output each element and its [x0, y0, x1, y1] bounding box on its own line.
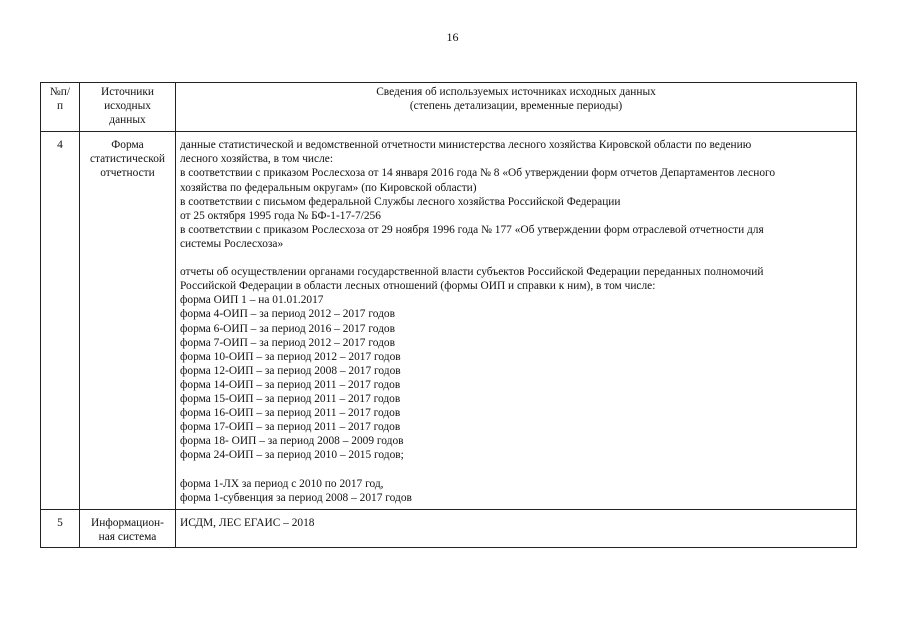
desc-line: форма 14-ОИП – за период 2011 – 2017 годов — [180, 378, 401, 391]
desc-line: системы Рослесхоза» — [180, 237, 284, 250]
table-row — [41, 509, 857, 547]
source-text: ная система — [98, 530, 157, 543]
table-row — [41, 132, 857, 509]
sources-table — [40, 82, 857, 548]
header-text: (степень детализации, временные периоды) — [409, 100, 623, 113]
desc-line: форма 12-ОИП – за период 2008 – 2017 годов — [180, 364, 401, 377]
row-desc-cell — [176, 132, 857, 509]
desc-line: отчеты об осуществлении органами государственной власти субъектов Российской Федерации переданных полномочий — [180, 266, 764, 279]
desc-line: форма 16-ОИП – за период 2011 – 2017 годов — [180, 407, 401, 420]
desc-line: в соответствии с приказом Рослесхоза от 29 ноября 1996 года № 177 «Об утверждении форм отраслевой отчетности для — [180, 223, 764, 236]
desc-line: лесного хозяйства, в том числе: — [180, 153, 333, 166]
row-num-cell: 4 — [41, 132, 80, 509]
desc-line: форма 10-ОИП – за период 2012 – 2017 годов — [180, 350, 401, 363]
header-text: Источники — [100, 86, 155, 98]
desc-line: форма 17-ОИП – за период 2011 – 2017 годов — [180, 421, 401, 434]
desc-line: в соответствии с приказом Рослесхоза от 14 января 2016 года № 8 «Об утверждении форм отчетов Департаментов лесного — [180, 167, 776, 180]
row-num-cell: 5 — [41, 509, 80, 547]
row-source-cell — [80, 132, 176, 509]
header-num-cell — [41, 83, 80, 132]
desc-line: данные статистической и ведомственной отчетности министерства лесного хозяйства Кировской области по ведению — [180, 139, 752, 152]
header-text: исходных — [104, 100, 151, 113]
row-desc-cell — [176, 509, 857, 547]
desc-line: форма ОИП 1 – на 01.01.2017 — [180, 294, 324, 307]
table-header-row — [41, 83, 857, 132]
desc-line: форма 24-ОИП – за период 2010 – 2015 годов; — [180, 449, 404, 462]
header-source-cell — [80, 83, 176, 132]
desc-line: форма 1-ЛХ за период с 2010 по 2017 год, — [180, 477, 384, 490]
header-text: данных — [109, 114, 146, 127]
paragraph-gap — [180, 251, 850, 265]
desc-line: форма 15-ОИП – за период 2011 – 2017 годов — [180, 392, 401, 405]
row-source-cell — [80, 509, 176, 547]
page-number: 16 — [446, 30, 459, 44]
header-text: Сведения об используемых источниках исходных данных — [376, 86, 656, 98]
header-desc-cell — [176, 83, 857, 132]
desc-line: в соответствии с письмом федеральной Службы лесного хозяйства Российской Федерации — [180, 195, 621, 208]
desc-line: форма 7-ОИП – за период 2012 – 2017 годов — [180, 336, 395, 349]
source-text: Форма — [111, 139, 144, 152]
source-text: статистической — [89, 153, 165, 166]
desc-line: форма 4-ОИП – за период 2012 – 2017 годов — [180, 308, 395, 321]
desc-line: ИСДМ, ЛЕС ЕГАИС – 2018 — [180, 516, 315, 529]
desc-line: форма 6-ОИП – за период 2016 – 2017 годов — [180, 322, 395, 335]
header-text: №п/ — [49, 86, 71, 98]
header-text: п — [56, 100, 64, 113]
source-text: Информацион- — [91, 516, 164, 529]
desc-line: Российской Федерации в области лесных отношений (формы ОИП и справки к ним), в том числе: — [180, 280, 656, 293]
desc-line: форма 1-субвенция за период 2008 – 2017 годов — [180, 491, 412, 504]
paragraph-gap — [180, 462, 850, 476]
source-text: отчетности — [100, 167, 155, 180]
desc-line: хозяйства по федеральным округам» (по Кировской области) — [180, 181, 477, 194]
desc-line: от 25 октября 1995 года № БФ-1-17-7/256 — [180, 209, 381, 222]
desc-line: форма 18- ОИП – за период 2008 – 2009 годов — [180, 435, 404, 448]
